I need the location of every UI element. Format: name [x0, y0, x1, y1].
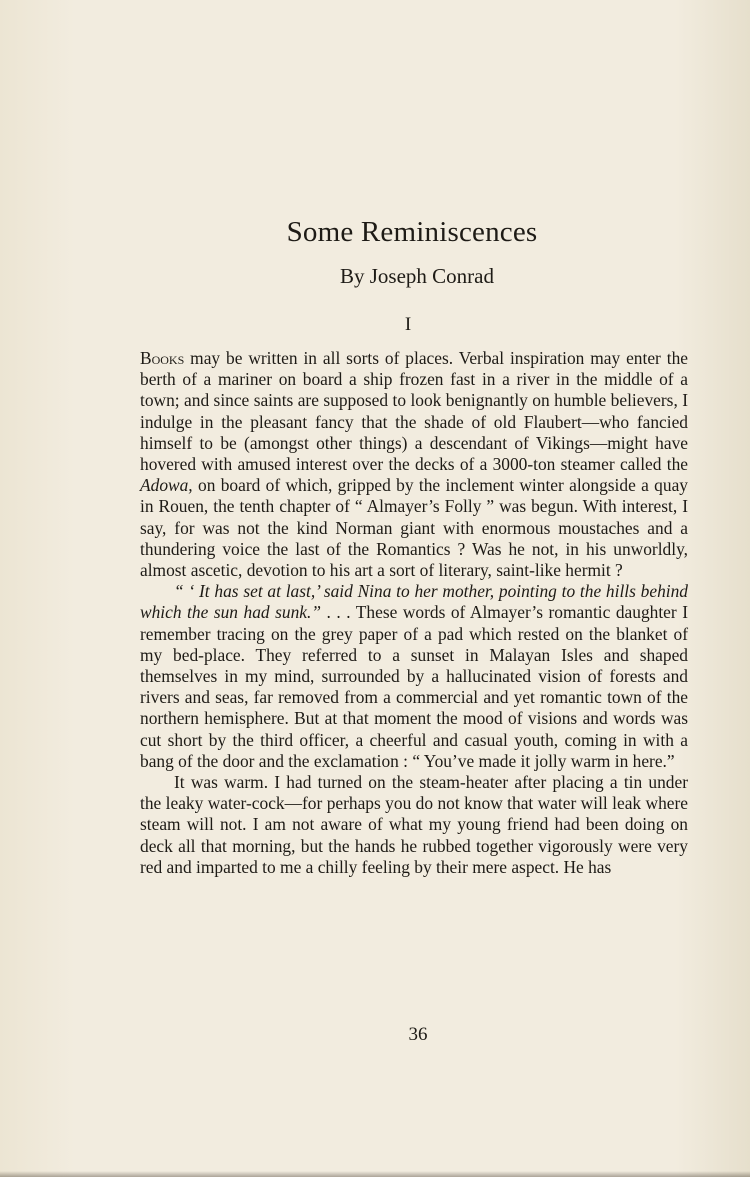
paragraph-3 — [140, 772, 688, 878]
paragraph-1 — [140, 348, 688, 581]
page-edge-shadow — [0, 1171, 750, 1177]
paragraph-1-text-after: on board of which, gripped by the inclement winter alongside a quay in Rouen, the tenth chapter of “ Almayer’s Folly ” was begun. With interest, I say, for was not the kind Norman giant with enormous moustaches and a thundering voice the last of the Romantics ? Was he not, in his unworldly, almost ascetic, devotion to his art a sort of literary, saint-like hermit ? — [140, 475, 688, 581]
paragraph-3-text: It was warm. I had turned on the steam-heater after placing a tin under the leaky water-cock—for perhaps you do not know that water will leak where steam will not. I am not aware of what my young friend had been doing on deck all that morning, but the hands he rubbed together vigorously were very red and imparted to me a chilly feeling by their mere aspect. He has — [140, 772, 688, 877]
paragraph-2-text: . . . These words of Almayer’s romantic daughter I remember tracing on the grey paper of a pad which rested on the blanket of my bed-place. They referred to a sunset in Malayan Isles and shaped themselves in my mind, surrounded by a hallucinated vision of forests and rivers and seas, far removed from a commercial and yet romantic town of the northern hemisphere. But at that moment the mood of visions and words was cut short by the third officer, a cheerful and casual youth, coming in with a bang of the door and the exclamation : “ You’ve made it jolly warm in here.” — [140, 602, 688, 771]
chapter-title: Some Reminiscences — [286, 216, 538, 248]
author-byline: By Joseph Conrad — [340, 264, 494, 288]
ship-name: Adowa, — [140, 475, 193, 496]
paragraph-1-text: may be written in all sorts of places. Verbal inspiration may enter the berth of a mariner on board a ship frozen fast in a river in the middle of a town; and since saints are supposed to look benignantly on humble believers, I indulge in the pleasant fancy that the shade of old Flaubert—who fancied himself to be (amongst other things) a descendant of Vikings—might have hovered with amused interest over the decks of a 3000-ton steamer called the — [140, 348, 688, 475]
paragraph-2 — [140, 581, 688, 772]
section-number: I — [404, 314, 412, 335]
body-text — [140, 348, 688, 878]
novel-quote: “ ‘ It has set at last,’ said Nina to her mother, pointing to the hills behind which the sun had sunk.” — [140, 581, 688, 623]
page-number: 36 — [408, 1024, 428, 1045]
lead-word: Books — [140, 348, 185, 368]
